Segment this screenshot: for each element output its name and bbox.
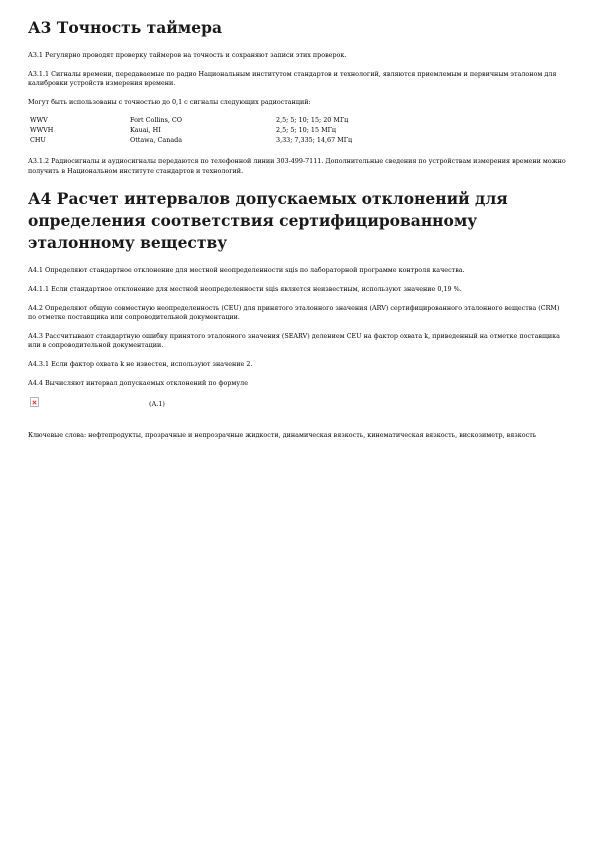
document-page xyxy=(28,18,568,450)
station-frequencies: 2,5; 5; 10; 15; 20 МГц xyxy=(276,116,349,125)
station-location: Fort Collins, CO xyxy=(130,116,183,125)
table-row xyxy=(30,136,476,146)
broken-image-icon xyxy=(30,397,39,407)
table-row xyxy=(30,116,476,126)
formula-a1 xyxy=(28,397,568,423)
keywords: Ключевые слова: нефтепродукты, прозрачные и непрозрачные жидкости, динамическая вязкость, кинематическая вязкость, вискозиметр, вязкость xyxy=(28,431,537,440)
paragraph-a4-3: А4.3 Рассчитывают стандартную ошибку принятого эталонного значения (SEARV) делением CEU на фактор охвата k, приведенный на отметке поставщика или в сопроводительной документации. xyxy=(28,331,560,350)
section-a4-heading: А4 Расчет интервалов допускаемых отклонений для определения соответствия сертифицированному эталонному веществу xyxy=(28,189,508,253)
paragraph-a4-3-1: А4.3.1 Если фактор охвата k не известен, используют значение 2. xyxy=(28,359,253,368)
radio-stations-table xyxy=(30,116,476,145)
station-location: Kauai, HI xyxy=(130,125,161,134)
station-code: WWVH xyxy=(30,125,54,134)
station-code: WWV xyxy=(30,116,48,125)
paragraph-a4-1-1: А4.1.1 Если стандартное отклонение для местной неопределенности sцis является неизвестным, используют значение 0,19 %. xyxy=(28,284,462,293)
station-frequencies: 3,33; 7,335; 14,67 МГц xyxy=(276,135,353,144)
paragraph-a3-stations-intro: Могут быть использованы с точностью до 0,1 с сигналы следующих радиостанций: xyxy=(28,97,311,106)
table-row xyxy=(30,126,476,136)
station-frequencies: 2,5; 5; 10; 15 МГц xyxy=(276,125,336,134)
paragraph-a3-1-2: А3.1.2 Радиосигналы и аудиосигналы передаются по телефонной линии 303-499-7111. Дополнительные сведения по устройствам измерения времени можно получить в Национальном институте стандартов и технологий. xyxy=(28,157,566,175)
section-a3-heading: А3 Точность таймера xyxy=(28,18,223,37)
station-code: CHU xyxy=(30,135,46,144)
paragraph-a3-1-1: А3.1.1 Сигналы времени, передаваемые по радио Национальным институтом стандартов и технологий, являются приемлемым и первичным эталоном для калибровки устройств измерения времени. xyxy=(28,69,557,88)
paragraph-a4-1: А4.1 Определяют стандартное отклонение для местной неопределенности sцis по лабораторной программе контроля качества. xyxy=(28,266,465,275)
paragraph-a4-4: А4.4 Вычисляют интервал допускаемых отклонений по формуле xyxy=(28,378,248,387)
station-location: Ottawa, Canada xyxy=(130,135,183,144)
paragraph-a3-1: А3.1 Регулярно проводят проверку таймеров на точность и сохраняют записи этих проверок. xyxy=(28,51,347,59)
paragraph-a4-2: А4.2 Определяют общую совместную неопределенность (CEU) для принятого эталонного значения (ARV) сертифицированного эталонного вещества (CRM) по отметке поставщика или сопроводительной документации. xyxy=(28,303,560,322)
formula-number: (А.1) xyxy=(149,400,165,409)
